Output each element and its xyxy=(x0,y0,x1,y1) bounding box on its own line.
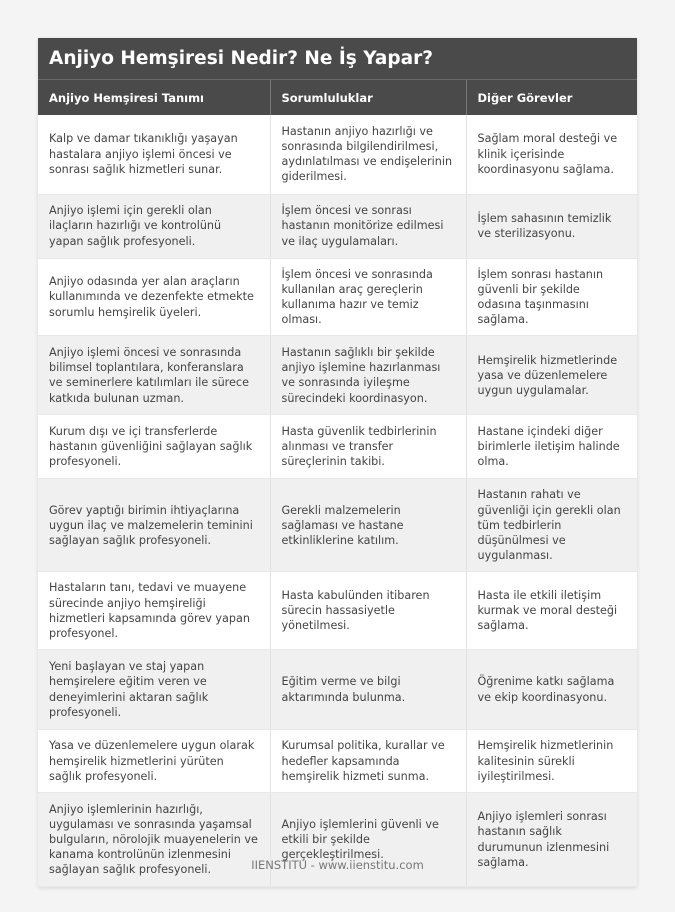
table-cell: Öğrenime katkı sağlama ve ekip koordinasyonu. xyxy=(466,650,637,730)
table-row xyxy=(38,730,637,793)
table-cell: Yasa ve düzenlemelere uygun olarak hemşirelik hizmetlerini yürüten sağlık profesyoneli. xyxy=(38,730,270,793)
table-cell: Hastanın rahatı ve güvenliği için gerekli olan tüm tedbirlerin düşünülmesi ve uygulanması. xyxy=(466,479,637,572)
table-cell: Eğitim verme ve bilgi aktarımında bulunma. xyxy=(270,650,466,730)
table-cell: Anjiyo işlemi öncesi ve sonrasında bilimsel toplantılara, konferanslara ve seminerlere katılımları ile sürece katkıda bulunan uzman. xyxy=(38,336,270,415)
table-row xyxy=(38,336,637,415)
table-cell: Hastaların tanı, tedavi ve muayene sürecinde anjiyo hemşireliği hizmetleri kapsamında görev yapan profesyonel. xyxy=(38,572,270,650)
table-cell: İşlem sahasının temizlik ve sterilizasyonu. xyxy=(466,194,637,258)
table-row xyxy=(38,793,637,887)
table-cell: Görev yaptığı birimin ihtiyaçlarına uygun ilaç ve malzemelerin teminini sağlayan sağlık profesyoneli. xyxy=(38,479,270,572)
table-cell: İşlem öncesi ve sonrasında kullanılan araç gereçlerin kullanıma hazır ve temiz olması. xyxy=(270,258,466,336)
table-row xyxy=(38,479,637,572)
table-cell: Kurum dışı ve içi transferlerde hastanın güvenliğini sağlayan sağlık profesyoneli. xyxy=(38,415,270,479)
table-cell: Kurumsal politika, kurallar ve hedefler kapsamında hemşirelik hizmeti sunma. xyxy=(270,730,466,793)
column-header-definition: Anjiyo Hemşiresi Tanımı xyxy=(38,80,270,115)
info-card xyxy=(38,38,637,887)
table-row xyxy=(38,194,637,258)
footer-credit: IIENSTITU - www.iienstitu.com xyxy=(251,858,424,872)
table-row xyxy=(38,115,637,194)
table-cell: Hemşirelik hizmetlerinin kalitesinin sürekli iyileştirilmesi. xyxy=(466,730,637,793)
table-cell: Hemşirelik hizmetlerinde yasa ve düzenlemelere uygun uygulamalar. xyxy=(466,336,637,415)
table-cell: Hasta ile etkili iletişim kurmak ve moral desteği sağlama. xyxy=(466,572,637,650)
table-cell: İşlem öncesi ve sonrası hastanın monitörize edilmesi ve ilaç uygulamaları. xyxy=(270,194,466,258)
table-cell: Anjiyo işlemi için gerekli olan ilaçların hazırlığı ve kontrolünü yapan sağlık profesyoneli. xyxy=(38,194,270,258)
table-row xyxy=(38,650,637,730)
table-cell: Hastanın anjiyo hazırlığı ve sonrasında bilgilendirilmesi, aydınlatılması ve endişelerinin giderilmesi. xyxy=(270,115,466,194)
column-header-responsibilities: Sorumluluklar xyxy=(270,80,466,115)
table-cell: Anjiyo işlemleri sonrası hastanın sağlık durumunun izlenmesini sağlama. xyxy=(466,793,637,887)
table-cell: Kalp ve damar tıkanıklığı yaşayan hastalara anjiyo işlemi öncesi ve sonrası sağlık hizmetleri sunar. xyxy=(38,115,270,194)
table-cell: Anjiyo işlemlerini güvenli ve etkili bir şekilde gerçekleştirilmesi. xyxy=(270,793,466,887)
table-cell: Hastane içindeki diğer birimlerle iletişim halinde olma. xyxy=(466,415,637,479)
page-title: Anjiyo Hemşiresi Nedir? Ne İş Yapar? xyxy=(38,38,637,80)
table-cell: Yeni başlayan ve staj yapan hemşirelere eğitim veren ve deneyimlerini aktaran sağlık profesyoneli. xyxy=(38,650,270,730)
table-row xyxy=(38,415,637,479)
table-cell: Anjiyo odasında yer alan araçların kullanımında ve dezenfekte etmekte sorumlu hemşirelik üyeleri. xyxy=(38,258,270,336)
table-cell: Anjiyo işlemlerinin hazırlığı, uygulaması ve sonrasında yaşamsal bulguların, nörolojik muayenelerin ve kanama kontrolünün izlenmesini sağlayan sağlık profesyoneli. xyxy=(38,793,270,887)
table-cell: Hasta güvenlik tedbirlerinin alınması ve transfer süreçlerinin takibi. xyxy=(270,415,466,479)
table-header-row xyxy=(38,80,637,115)
table-cell: İşlem sonrası hastanın güvenli bir şekilde odasına taşınmasını sağlama. xyxy=(466,258,637,336)
table-cell: Gerekli malzemelerin sağlaması ve hastane etkinliklerine katılım. xyxy=(270,479,466,572)
table-row xyxy=(38,572,637,650)
table-cell: Hasta kabulünden itibaren sürecin hassasiyetle yönetilmesi. xyxy=(270,572,466,650)
table-cell: Hastanın sağlıklı bir şekilde anjiyo işlemine hazırlanması ve sonrasında iyileşme sürecindeki koordinasyon. xyxy=(270,336,466,415)
info-table xyxy=(38,80,637,887)
column-header-other-duties: Diğer Görevler xyxy=(466,80,637,115)
table-row xyxy=(38,258,637,336)
table-cell: Sağlam moral desteği ve klinik içerisinde koordinasyonu sağlama. xyxy=(466,115,637,194)
